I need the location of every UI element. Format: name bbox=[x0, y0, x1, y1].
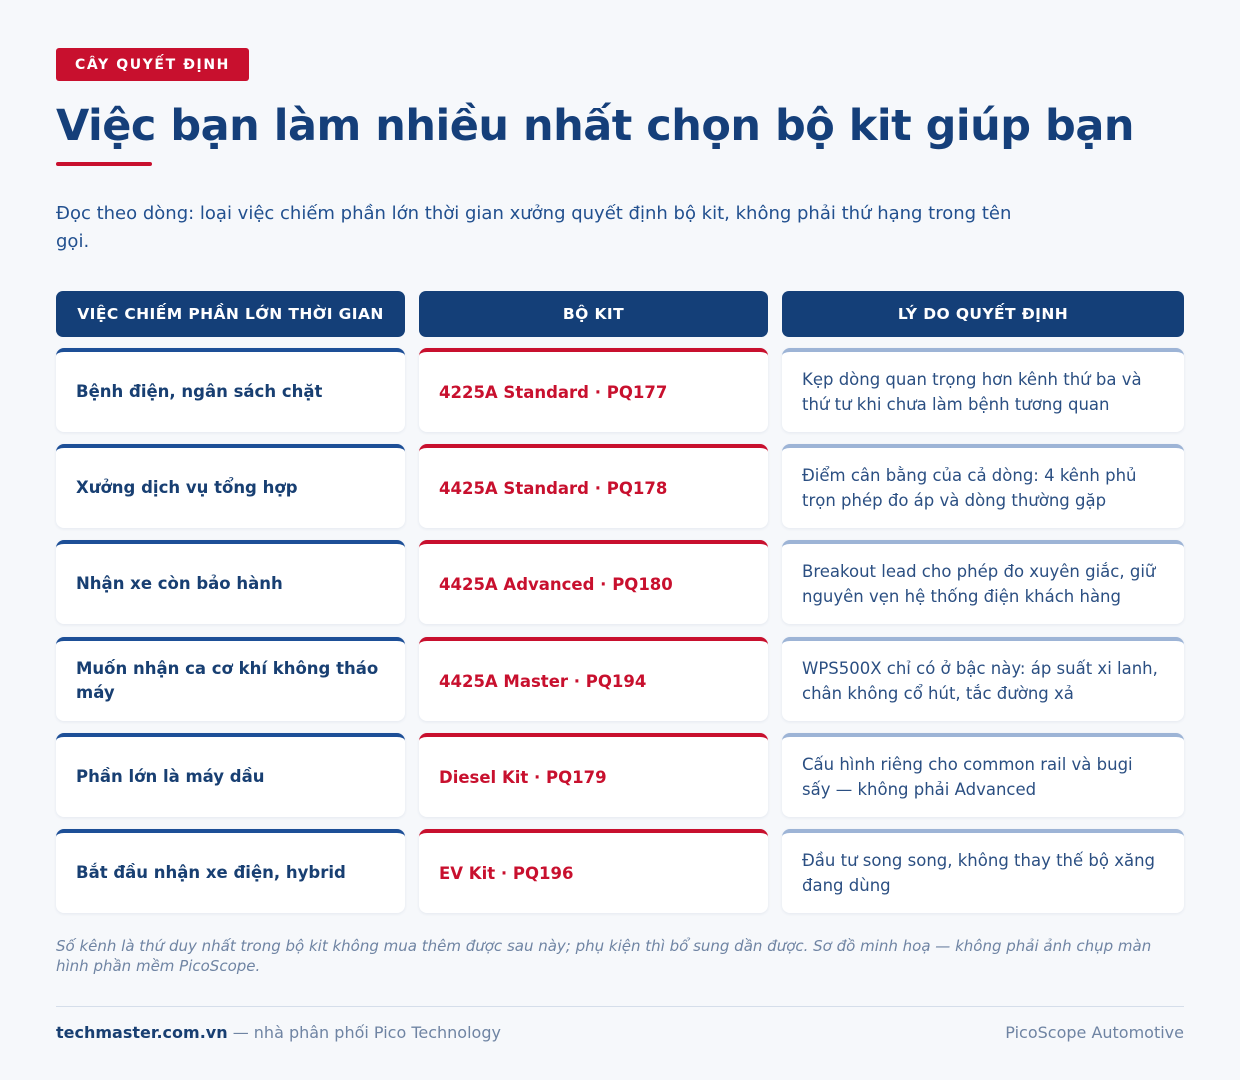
kit-label: EV Kit · PQ196 bbox=[439, 863, 574, 883]
job-cell bbox=[56, 733, 405, 817]
reason-cell bbox=[782, 540, 1184, 624]
kit-cell bbox=[419, 733, 768, 817]
kit-cell bbox=[419, 637, 768, 721]
job-cell bbox=[56, 829, 405, 913]
kit-label: 4225A Standard · PQ177 bbox=[439, 382, 668, 402]
job-cell bbox=[56, 540, 405, 624]
reason-cell bbox=[782, 829, 1184, 913]
reason-text: Điểm cân bằng của cả dòng: 4 kênh phủ trọn phép đo áp và dòng thường gặp bbox=[802, 466, 1137, 510]
kit-cell bbox=[419, 829, 768, 913]
footnote: Số kênh là thứ duy nhất trong bộ kit không mua thêm được sau này; phụ kiện thì bổ sung dần được. Sơ đồ minh hoạ — không phải ảnh chụp màn hình phần mềm PicoScope. bbox=[56, 937, 1152, 975]
reason-text: Cấu hình riêng cho common rail và bugi sấy — không phải Advanced bbox=[802, 755, 1133, 799]
column-header-kit: BỘ KIT bbox=[419, 291, 768, 337]
job-label: Xưởng dịch vụ tổng hợp bbox=[76, 478, 298, 497]
kit-cell bbox=[419, 444, 768, 528]
reason-text: Đầu tư song song, không thay thế bộ xăng đang dùng bbox=[802, 851, 1156, 895]
reason-cell bbox=[782, 348, 1184, 432]
column-header-job: VIỆC CHIẾM PHẦN LỚN THỜI GIAN bbox=[56, 291, 405, 337]
kit-label: 4425A Master · PQ194 bbox=[439, 671, 647, 691]
job-cell bbox=[56, 444, 405, 528]
job-label: Phần lớn là máy dầu bbox=[76, 767, 265, 786]
page-subtitle: Đọc theo dòng: loại việc chiếm phần lớn thời gian xưởng quyết định bộ kit, không phải thứ hạng trong tên gọi. bbox=[56, 203, 1012, 252]
reason-text: Kẹp dòng quan trọng hơn kênh thứ ba và thứ tư khi chưa làm bệnh tương quan bbox=[802, 370, 1142, 414]
job-label: Muốn nhận ca cơ khí không tháo máy bbox=[76, 659, 379, 702]
distributor-tagline: — nhà phân phối Pico Technology bbox=[227, 1023, 501, 1042]
title-underline bbox=[56, 162, 152, 166]
category-badge: CÂY QUYẾT ĐỊNH bbox=[56, 48, 249, 81]
page-title: Việc bạn làm nhiều nhất chọn bộ kit giúp bạn bbox=[56, 101, 1134, 151]
footer-divider bbox=[56, 1006, 1184, 1007]
reason-cell bbox=[782, 444, 1184, 528]
reason-cell bbox=[782, 733, 1184, 817]
job-label: Bắt đầu nhận xe điện, hybrid bbox=[76, 863, 346, 882]
kit-cell bbox=[419, 348, 768, 432]
job-label: Bệnh điện, ngân sách chặt bbox=[76, 382, 323, 401]
reason-text: WPS500X chỉ có ở bậc này: áp suất xi lanh, chân không cổ hút, tắc đường xả bbox=[802, 659, 1158, 703]
job-cell bbox=[56, 348, 405, 432]
footer-product: PicoScope Automotive bbox=[1005, 1023, 1184, 1042]
reason-text: Breakout lead cho phép đo xuyên giắc, giữ nguyên vẹn hệ thống điện khách hàng bbox=[802, 562, 1156, 606]
column-header-reason: LÝ DO QUYẾT ĐỊNH bbox=[782, 291, 1184, 337]
brand-link[interactable]: techmaster.com.vn bbox=[56, 1023, 228, 1042]
job-label: Nhận xe còn bảo hành bbox=[76, 574, 283, 593]
kit-label: 4425A Standard · PQ178 bbox=[439, 478, 668, 498]
reason-cell bbox=[782, 637, 1184, 721]
kit-label: 4425A Advanced · PQ180 bbox=[439, 574, 673, 594]
job-cell bbox=[56, 637, 405, 721]
kit-label: Diesel Kit · PQ179 bbox=[439, 767, 607, 787]
footer-distributor bbox=[56, 1023, 501, 1042]
kit-cell bbox=[419, 540, 768, 624]
